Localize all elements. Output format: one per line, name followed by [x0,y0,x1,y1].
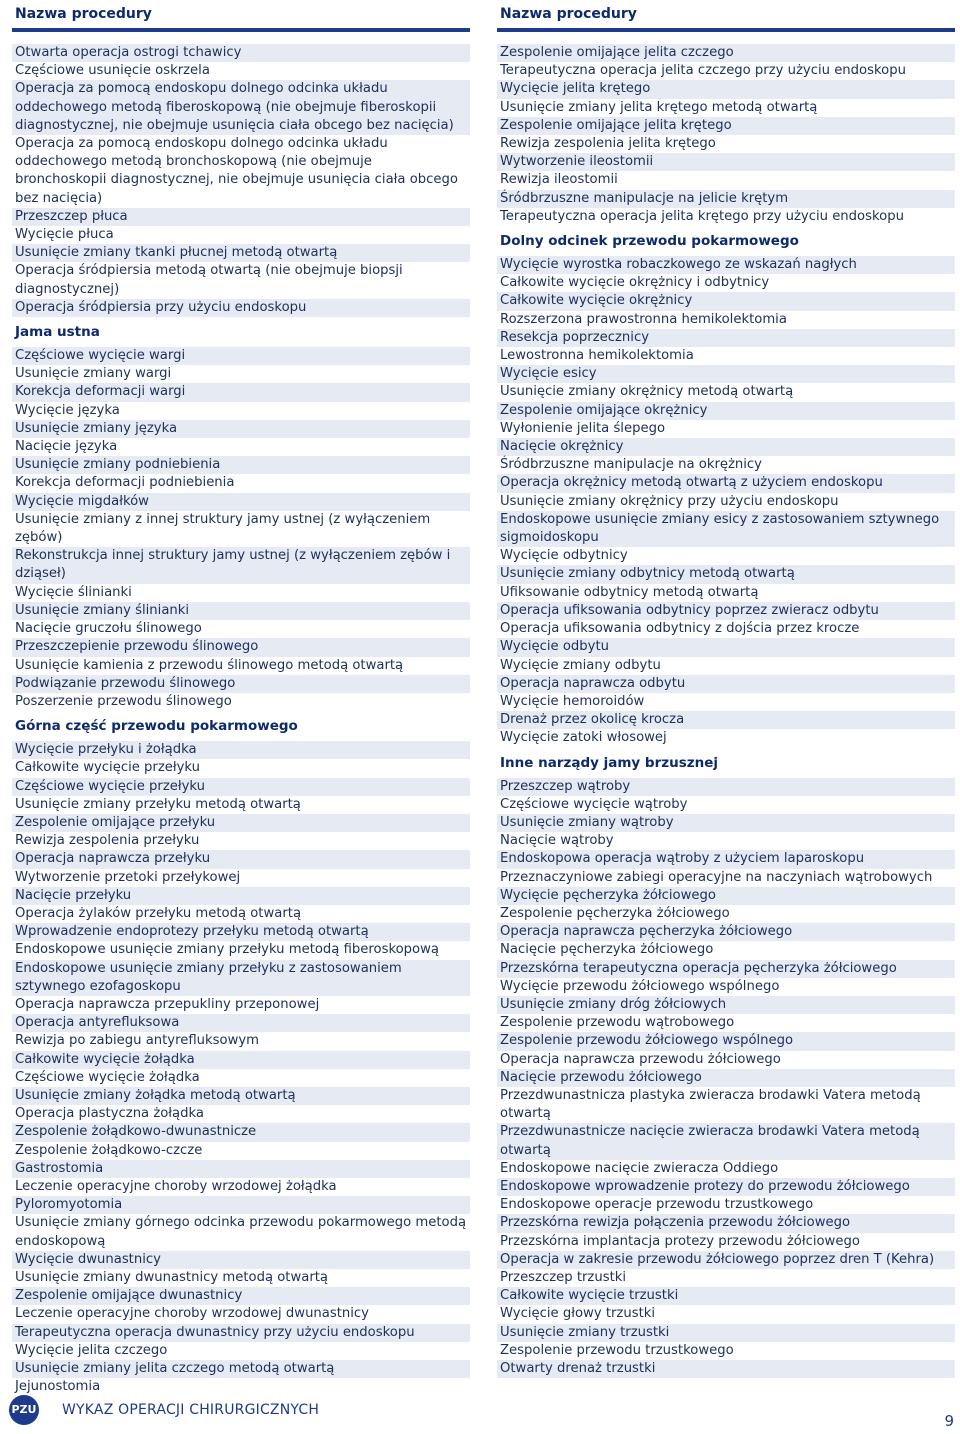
procedure-section [12,44,470,317]
procedure-item: Terapeutyczna operacja jelita krętego przy użyciu endoskopu [500,208,904,224]
procedure-item: Operacja antyrefluksowa [12,1014,470,1032]
left-column [12,0,470,1396]
procedure-item: Nacięcie przełyku [12,887,470,905]
procedure-item: Częściowe wycięcie przełyku [12,778,470,796]
procedure-item: Ufiksowanie odbytnicy metodą otwartą [500,584,759,600]
procedure-item: Wycięcie przewodu żółciowego wspólnego [500,978,780,994]
procedure-item: Podwiązanie przewodu ślinowego [12,675,470,693]
procedure-item: Wycięcie płuca [15,227,114,243]
procedure-item: Wycięcie odbytu [497,638,955,656]
procedure-item: Wycięcie esicy [497,365,955,383]
procedure-item: Operacja w zakresie przewodu żółciowego poprzez dren T (Kehra) [497,1251,955,1269]
procedure-item: Przeszczep trzustki [500,1270,627,1285]
procedure-item: Poszerzenie przewodu ślinowego [15,693,232,709]
procedure-item: Wycięcie jelita czczego [15,1342,168,1358]
procedure-item: Rewizja po zabiegu antyrefluksowym [15,1033,260,1049]
procedure-item: Operacja naprawcza odbytu [497,675,955,693]
procedure-item: Wycięcie pęcherzyka żółciowego [497,887,955,905]
procedure-item: Usunięcie zmiany dwunastnicy metodą otwartą [15,1270,328,1285]
procedure-item: Usunięcie zmiany górnego odcinka przewodu pokarmowego metodą endoskopową [15,1215,467,1249]
procedure-item: Usunięcie zmiany okrężnicy metodą otwartą [500,384,794,400]
procedure-item: Przeznaczyniowe zabiegi operacyjne na naczyniach wątrobowych [500,869,933,885]
procedure-item: Usunięcie zmiany jelita krętego metodą otwartą [500,99,818,115]
procedure-item: Nacięcie języka [15,439,118,455]
procedure-item: Nacięcie pęcherzyka żółciowego [500,942,714,958]
right-column [497,0,955,1378]
procedure-item: Endoskopowe usunięcie zmiany esicy z zastosowaniem sztywnego sigmoidoskopu [497,511,955,547]
right-column-header: Nazwa procedury [497,0,955,32]
procedure-item: Śródbrzuszne manipulacje na jelicie krętym [497,190,955,208]
procedure-item: Wycięcie zatoki włosowej [500,730,667,746]
procedure-item: Częściowe wycięcie żołądka [15,1069,200,1085]
procedure-item: Wycięcie przełyku i żołądka [12,741,470,759]
procedure-item: Operacja okrężnicy metodą otwartą z użyciem endoskopu [497,474,955,492]
procedure-item: Pyloromyotomia [12,1196,470,1214]
procedure-item: Przezskórna rewizja połączenia przewodu żółciowego [497,1214,955,1232]
procedure-item: Usunięcie zmiany okrężnicy przy użyciu endoskopu [500,493,839,509]
procedure-item: Leczenie operacyjne choroby wrzodowej dwunastnicy [15,1306,369,1322]
procedure-item: Endoskopowe usunięcie zmiany przełyku z zastosowaniem sztywnego ezofagoskopu [12,960,470,996]
procedure-item: Częściowe wycięcie wątroby [500,796,688,812]
procedure-item: Endoskopowa operacja wątroby z użyciem laparoskopu [497,850,955,868]
procedure-item: Leczenie operacyjne choroby wrzodowej żołądka [15,1178,337,1194]
procedure-item: Całkowite wycięcie okrężnicy i odbytnicy [500,275,770,291]
procedure-item: Usunięcie kamienia z przewodu ślinowego metodą otwartą [15,657,404,673]
procedure-item: Przeszczep płuca [12,208,470,226]
procedure-item: Usunięcie zmiany z innej struktury jamy ustnej (z wyłączeniem zębów) [15,511,431,546]
procedure-item: Endoskopowe usunięcie zmiany przełyku metodą fiberoskopową [15,942,439,958]
procedure-item: Nacięcie przewodu żółciowego [497,1069,955,1087]
procedure-item: Wycięcie zmiany odbytu [500,657,661,673]
procedure-item: Operacja śródpiersia metodą otwartą (nie obejmuje biopsji diagnostycznej) [15,263,403,297]
procedure-item: Jejunostomia [15,1379,101,1395]
section-title: Inne narządy jamy brzusznej [500,754,718,771]
procedure-item: Całkowite wycięcie trzustki [497,1287,955,1305]
procedure-item: Przeszczepienie przewodu ślinowego [12,638,470,656]
page-footer [0,1386,960,1434]
procedure-item: Usunięcie zmiany odbytnicy metodą otwartą [497,565,955,583]
procedure-item: Operacja naprawcza pęcherzyka żółciowego [497,923,955,941]
procedure-item: Korekcja deformacji podniebienia [15,475,235,491]
procedure-item: Nacięcie gruczołu ślinowego [15,621,202,637]
procedure-item: Operacja za pomocą endoskopu dolnego odcinka układu oddechowego metodą fiberoskopową (nie obejmuje fiberoskopii diagnostycznej, nie obejmuje usunięcia ciała obcego bez nacięcia) [12,80,470,135]
procedure-item: Terapeutyczna operacja dwunastnicy przy użyciu endoskopu [12,1324,470,1342]
procedure-item: Usunięcie zmiany przełyku metodą otwartą [15,796,301,812]
procedure-item: Wycięcie wyrostka robaczkowego ze wskazań nagłych [497,256,955,274]
procedure-item: Endoskopowe operacje przewodu trzustkowego [500,1197,814,1213]
procedure-item: Częściowe wycięcie wargi [12,347,470,365]
section-title: Dolny odcinek przewodu pokarmowego [500,233,799,250]
procedure-item: Wytworzenie ileostomii [497,153,955,171]
procedure-item: Wyłonienie jelita ślepego [500,420,666,436]
procedure-item: Zespolenie przewodu trzustkowego [500,1342,734,1358]
procedure-item: Rewizja ileostomii [500,172,618,188]
procedure-item: Wycięcie języka [15,402,120,418]
procedure-section [12,711,470,1396]
procedure-item: Usunięcie zmiany ślinianki [12,602,470,620]
procedure-item: Śródbrzuszne manipulacje na okrężnicy [500,457,762,473]
procedure-item: Operacja naprawcza przepukliny przeponowej [15,996,320,1012]
procedure-item: Wycięcie ślinianki [15,584,132,600]
procedure-item: Endoskopowe nacięcie zwieracza Oddiego [500,1160,779,1176]
procedure-item: Usunięcie zmiany jelita czczego metodą otwartą [12,1360,470,1378]
procedure-item: Drenaż przez okolicę krocza [497,711,955,729]
procedure-item: Endoskopowe wprowadzenie protezy do przewodu żółciowego [497,1178,955,1196]
procedure-item: Zespolenie omijające dwunastnicy [12,1287,470,1305]
procedure-item: Otwarta operacja ostrogi tchawicy [12,44,470,62]
procedure-item: Operacja za pomocą endoskopu dolnego odcinka układu oddechowego metodą bronchoskopową (nie obejmuje bronchoskopii diagnostycznej, nie obejmuje usunięcia ciała obcego bez nacięcia) [15,136,458,206]
section-title: Jama ustna [15,324,100,341]
procedure-item: Przezskórna terapeutyczna operacja pęcherzyka żółciowego [497,960,955,978]
procedure-item: Przeszczep wątroby [497,778,955,796]
procedure-item: Korekcja deformacji wargi [12,383,470,401]
procedure-item: Operacja naprawcza przełyku [12,850,470,868]
procedure-item: Rekonstrukcja innej struktury jamy ustnej (z wyłączeniem zębów i dziąseł) [12,547,470,583]
procedure-item: Rewizja zespolenia przełyku [15,833,200,849]
procedure-item: Zespolenie pęcherzyka żółciowego [500,905,730,921]
procedure-item: Nacięcie okrężnicy [497,438,955,456]
procedure-item: Przezdwunastnicze nacięcie zwieracza brodawki Vatera metodą otwartą [497,1123,955,1159]
procedure-item: Operacja ufiksowania odbytnicy z dojścia przez krocze [500,621,860,637]
procedure-item: Usunięcie zmiany tkanki płucnej metodą otwartą [12,244,470,262]
procedure-item: Wytworzenie przetoki przełykowej [15,869,241,885]
procedure-item: Otwarty drenaż trzustki [497,1360,955,1378]
left-column-header: Nazwa procedury [12,0,470,32]
procedure-item: Usunięcie zmiany wargi [15,366,172,382]
procedure-item: Wycięcie migdałków [12,493,470,511]
procedure-item: Wycięcie głowy trzustki [500,1306,656,1322]
procedure-item: Usunięcie zmiany podniebienia [12,456,470,474]
procedure-item: Zespolenie żołądkowo-czcze [15,1142,203,1158]
procedure-item: Operacja śródpiersia przy użyciu endoskopu [12,299,470,317]
procedure-item: Operacja żylaków przełyku metodą otwartą [15,905,302,921]
procedure-item: Terapeutyczna operacja jelita czczego przy użyciu endoskopu [500,63,906,79]
procedure-item: Wycięcie dwunastnicy [12,1251,470,1269]
procedure-item: Operacja ufiksowania odbytnicy poprzez zwieracz odbytu [497,602,955,620]
procedure-item: Wprowadzenie endoprotezy przełyku metodą otwartą [12,923,470,941]
procedure-item: Lewostronna hemikolektomia [500,348,694,364]
procedure-item: Rozszerzona prawostronna hemikolektomia [500,311,787,327]
procedure-item: Usunięcie zmiany żołądka metodą otwartą [12,1087,470,1105]
procedure-item: Zespolenie przewodu żółciowego wspólnego [497,1032,955,1050]
procedure-section [497,748,955,1379]
right-sections [497,44,955,1378]
procedure-item: Usunięcie zmiany języka [12,420,470,438]
procedure-item: Usunięcie zmiany wątroby [497,814,955,832]
procedure-item: Całkowite wycięcie przełyku [15,760,201,776]
procedure-item: Rewizja zespolenia jelita krętego [500,136,716,152]
section-title: Górna część przewodu pokarmowego [15,718,298,735]
page-number: 9 [944,1412,954,1430]
procedure-item: Operacja naprawcza przewodu żółciowego [500,1051,781,1067]
procedure-item: Zespolenie omijające jelita krętego [497,117,955,135]
pzu-logo-icon: PZU [9,1395,39,1425]
procedure-item: Usunięcie zmiany trzustki [497,1324,955,1342]
procedure-item: Przezdwunastnicza plastyka zwieracza brodawki Vatera metodą otwartą [500,1087,921,1122]
procedure-section [12,317,470,711]
procedure-item: Przezskórna implantacja protezy przewodu żółciowego [500,1233,860,1249]
procedure-section [497,44,955,226]
procedure-item: Zespolenie omijające okrężnicy [497,402,955,420]
procedure-item: Wycięcie odbytnicy [500,548,628,564]
procedure-item: Wycięcie jelita krętego [497,80,955,98]
procedure-item: Zespolenie żołądkowo-dwunastnicze [12,1123,470,1141]
procedure-item: Częściowe usunięcie oskrzela [15,63,210,79]
procedure-item: Zespolenie omijające jelita czczego [497,44,955,62]
procedure-item: Całkowite wycięcie okrężnicy [497,292,955,310]
footer-title: WYKAZ OPERACJI CHIRURGICZNYCH [62,1402,320,1418]
procedure-item: Gastrostomia [12,1160,470,1178]
procedure-item: Zespolenie omijające przełyku [12,814,470,832]
left-sections [12,44,470,1396]
procedure-item: Wycięcie hemoroidów [500,693,645,709]
procedure-item: Zespolenie przewodu wątrobowego [500,1015,735,1031]
procedure-item: Operacja plastyczna żołądka [15,1106,204,1122]
procedure-item: Resekcja poprzecznicy [497,329,955,347]
procedure-item: Usunięcie zmiany dróg żółciowych [497,996,955,1014]
procedure-item: Nacięcie wątroby [500,833,614,849]
procedure-section [497,226,955,747]
procedure-item: Całkowite wycięcie żołądka [12,1051,470,1069]
